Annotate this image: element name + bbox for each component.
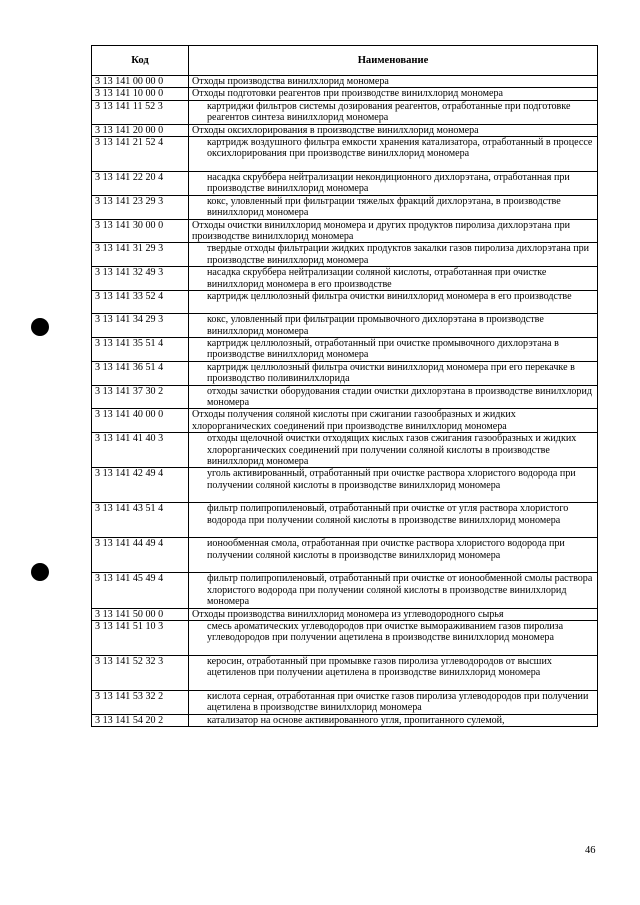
waste-code: 3 13 141 50 00 0 — [92, 608, 189, 620]
waste-code: 3 13 141 23 29 3 — [92, 195, 189, 219]
waste-name: фильтр полипропиленовый, отработанный при очистке от ионообменной смолы раствора хлористого водорода при получении соляной кислоты в производстве винилхлорид мономера — [189, 573, 598, 608]
waste-name: кислота серная, отработанная при очистке газов пиролиза углеводородов при получении ацетилена в производстве винилхлорид мономера — [189, 691, 598, 715]
waste-code: 3 13 141 51 10 3 — [92, 621, 189, 656]
waste-name: катализатор на основе активированного угля, пропитанного сулемой, — [189, 714, 598, 726]
waste-name: насадка скруббера нейтрализации некондиционного дихлорэтана, отработанная при производстве винилхлорид мономера — [189, 172, 598, 196]
waste-code: 3 13 141 36 51 4 — [92, 361, 189, 385]
table-row — [92, 468, 598, 503]
waste-code: 3 13 141 31 29 3 — [92, 243, 189, 267]
table-row — [92, 219, 598, 243]
table-row — [92, 267, 598, 291]
waste-code: 3 13 141 10 00 0 — [92, 88, 189, 100]
waste-code: 3 13 141 37 30 2 — [92, 385, 189, 409]
column-header-name: Наименование — [189, 46, 598, 76]
waste-name: фильтр полипропиленовый, отработанный при очистке от угля раствора хлористого водорода при получении соляной кислоты в производстве винилхлорид мономера — [189, 503, 598, 538]
table-row — [92, 433, 598, 468]
table-body — [92, 76, 598, 727]
waste-name: отходы щелочной очистки отходящих кислых газов сжигания газообразных и жидких хлорорганических соединений при получении соляной кислоты в производстве винилхлорид мономера — [189, 433, 598, 468]
waste-code: 3 13 141 42 49 4 — [92, 468, 189, 503]
waste-name: Отходы производства винилхлорид мономера — [189, 76, 598, 88]
waste-name: ионообменная смола, отработанная при очистке раствора хлористого водорода при получении соляной кислоты в производстве винилхлорид мономера — [189, 538, 598, 573]
waste-code: 3 13 141 52 32 3 — [92, 656, 189, 691]
waste-name: уголь активированный, отработанный при очистке раствора хлористого водорода при получении соляной кислоты в производстве винилхлорид мономера — [189, 468, 598, 503]
column-header-code: Код — [92, 46, 189, 76]
waste-name: Отходы производства винилхлорид мономера из углеводородного сырья — [189, 608, 598, 620]
waste-code: 3 13 141 32 49 3 — [92, 267, 189, 291]
table-row — [92, 538, 598, 573]
waste-code: 3 13 141 54 20 2 — [92, 714, 189, 726]
table-row — [92, 88, 598, 100]
waste-code: 3 13 141 43 51 4 — [92, 503, 189, 538]
table-row — [92, 172, 598, 196]
waste-name: картридж целлюлозный фильтра очистки винилхлорид мономера в его производстве — [189, 291, 598, 314]
waste-name: отходы зачистки оборудования стадии очистки дихлорэтана в производстве винилхлорид мономера — [189, 385, 598, 409]
table-row — [92, 714, 598, 726]
waste-name: смесь ароматических углеводородов при очистке вымораживанием газов пиролиза углеводородов при получении ацетилена в производстве винилхлорид мономера — [189, 621, 598, 656]
waste-code: 3 13 141 33 52 4 — [92, 291, 189, 314]
waste-name: кокс, уловленный при фильтрации промывочного дихлорэтана в производстве винилхлорид мономера — [189, 314, 598, 338]
classifier-table — [91, 45, 598, 727]
waste-code: 3 13 141 53 32 2 — [92, 691, 189, 715]
waste-name: насадка скруббера нейтрализации соляной кислоты, отработанная при очистке винилхлорид мономера в его производстве — [189, 267, 598, 291]
waste-name: Отходы оксихлорирования в производстве винилхлорид мономера — [189, 124, 598, 136]
waste-code: 3 13 141 34 29 3 — [92, 314, 189, 338]
page-number: 46 — [585, 845, 596, 856]
waste-code: 3 13 141 30 00 0 — [92, 219, 189, 243]
waste-name: Отходы очистки винилхлорид мономера и других продуктов пиролиза дихлорэтана при производстве винилхлорид мономера — [189, 219, 598, 243]
waste-name: керосин, отработанный при промывке газов пиролиза углеводородов от высших ацетиленов при получении ацетилена в производстве винилхлорид мономера — [189, 656, 598, 691]
table-row — [92, 503, 598, 538]
waste-name: Отходы получения соляной кислоты при сжигании газообразных и жидких хлорорганических соединений при производстве винилхлорид мономера — [189, 409, 598, 433]
table-header-row — [92, 46, 598, 76]
table-row — [92, 337, 598, 361]
waste-code: 3 13 141 44 49 4 — [92, 538, 189, 573]
waste-code: 3 13 141 22 20 4 — [92, 172, 189, 196]
waste-name: картридж воздушного фильтра емкости хранения катализатора, отработанный в процессе оксихлорирования при производстве винилхлорид мономера — [189, 137, 598, 172]
waste-name: кокс, уловленный при фильтрации тяжелых фракций дихлорэтана, в производстве винилхлорид мономера — [189, 195, 598, 219]
table-row — [92, 243, 598, 267]
table-row — [92, 409, 598, 433]
table-row — [92, 621, 598, 656]
punch-hole — [31, 318, 49, 336]
table-row — [92, 100, 598, 124]
table-row — [92, 608, 598, 620]
waste-code: 3 13 141 00 00 0 — [92, 76, 189, 88]
waste-code: 3 13 141 41 40 3 — [92, 433, 189, 468]
table-row — [92, 137, 598, 172]
table-row — [92, 314, 598, 338]
table-row — [92, 573, 598, 608]
waste-code: 3 13 141 40 00 0 — [92, 409, 189, 433]
waste-code: 3 13 141 35 51 4 — [92, 337, 189, 361]
punch-hole — [31, 563, 49, 581]
table-row — [92, 195, 598, 219]
table-row — [92, 124, 598, 136]
waste-name: картридж целлюлозный, отработанный при очистке промывочного дихлорэтана в производстве винилхлорид мономера — [189, 337, 598, 361]
table-row — [92, 291, 598, 314]
table-row — [92, 361, 598, 385]
table-row — [92, 691, 598, 715]
waste-name: картридж целлюлозный фильтра очистки винилхлорид мономера при его перекачке в производство поливинилхлорида — [189, 361, 598, 385]
waste-name: Отходы подготовки реагентов при производстве винилхлорид мономера — [189, 88, 598, 100]
table-row — [92, 385, 598, 409]
waste-code: 3 13 141 11 52 3 — [92, 100, 189, 124]
waste-name: картриджи фильтров системы дозирования реагентов, отработанные при подготовке реагентов синтеза винилхлорид мономера — [189, 100, 598, 124]
waste-code: 3 13 141 21 52 4 — [92, 137, 189, 172]
table-row — [92, 656, 598, 691]
waste-code: 3 13 141 20 00 0 — [92, 124, 189, 136]
table-row — [92, 76, 598, 88]
waste-code: 3 13 141 45 49 4 — [92, 573, 189, 608]
waste-name: твердые отходы фильтрации жидких продуктов закалки газов пиролиза дихлорэтана при производстве винилхлорид мономера — [189, 243, 598, 267]
